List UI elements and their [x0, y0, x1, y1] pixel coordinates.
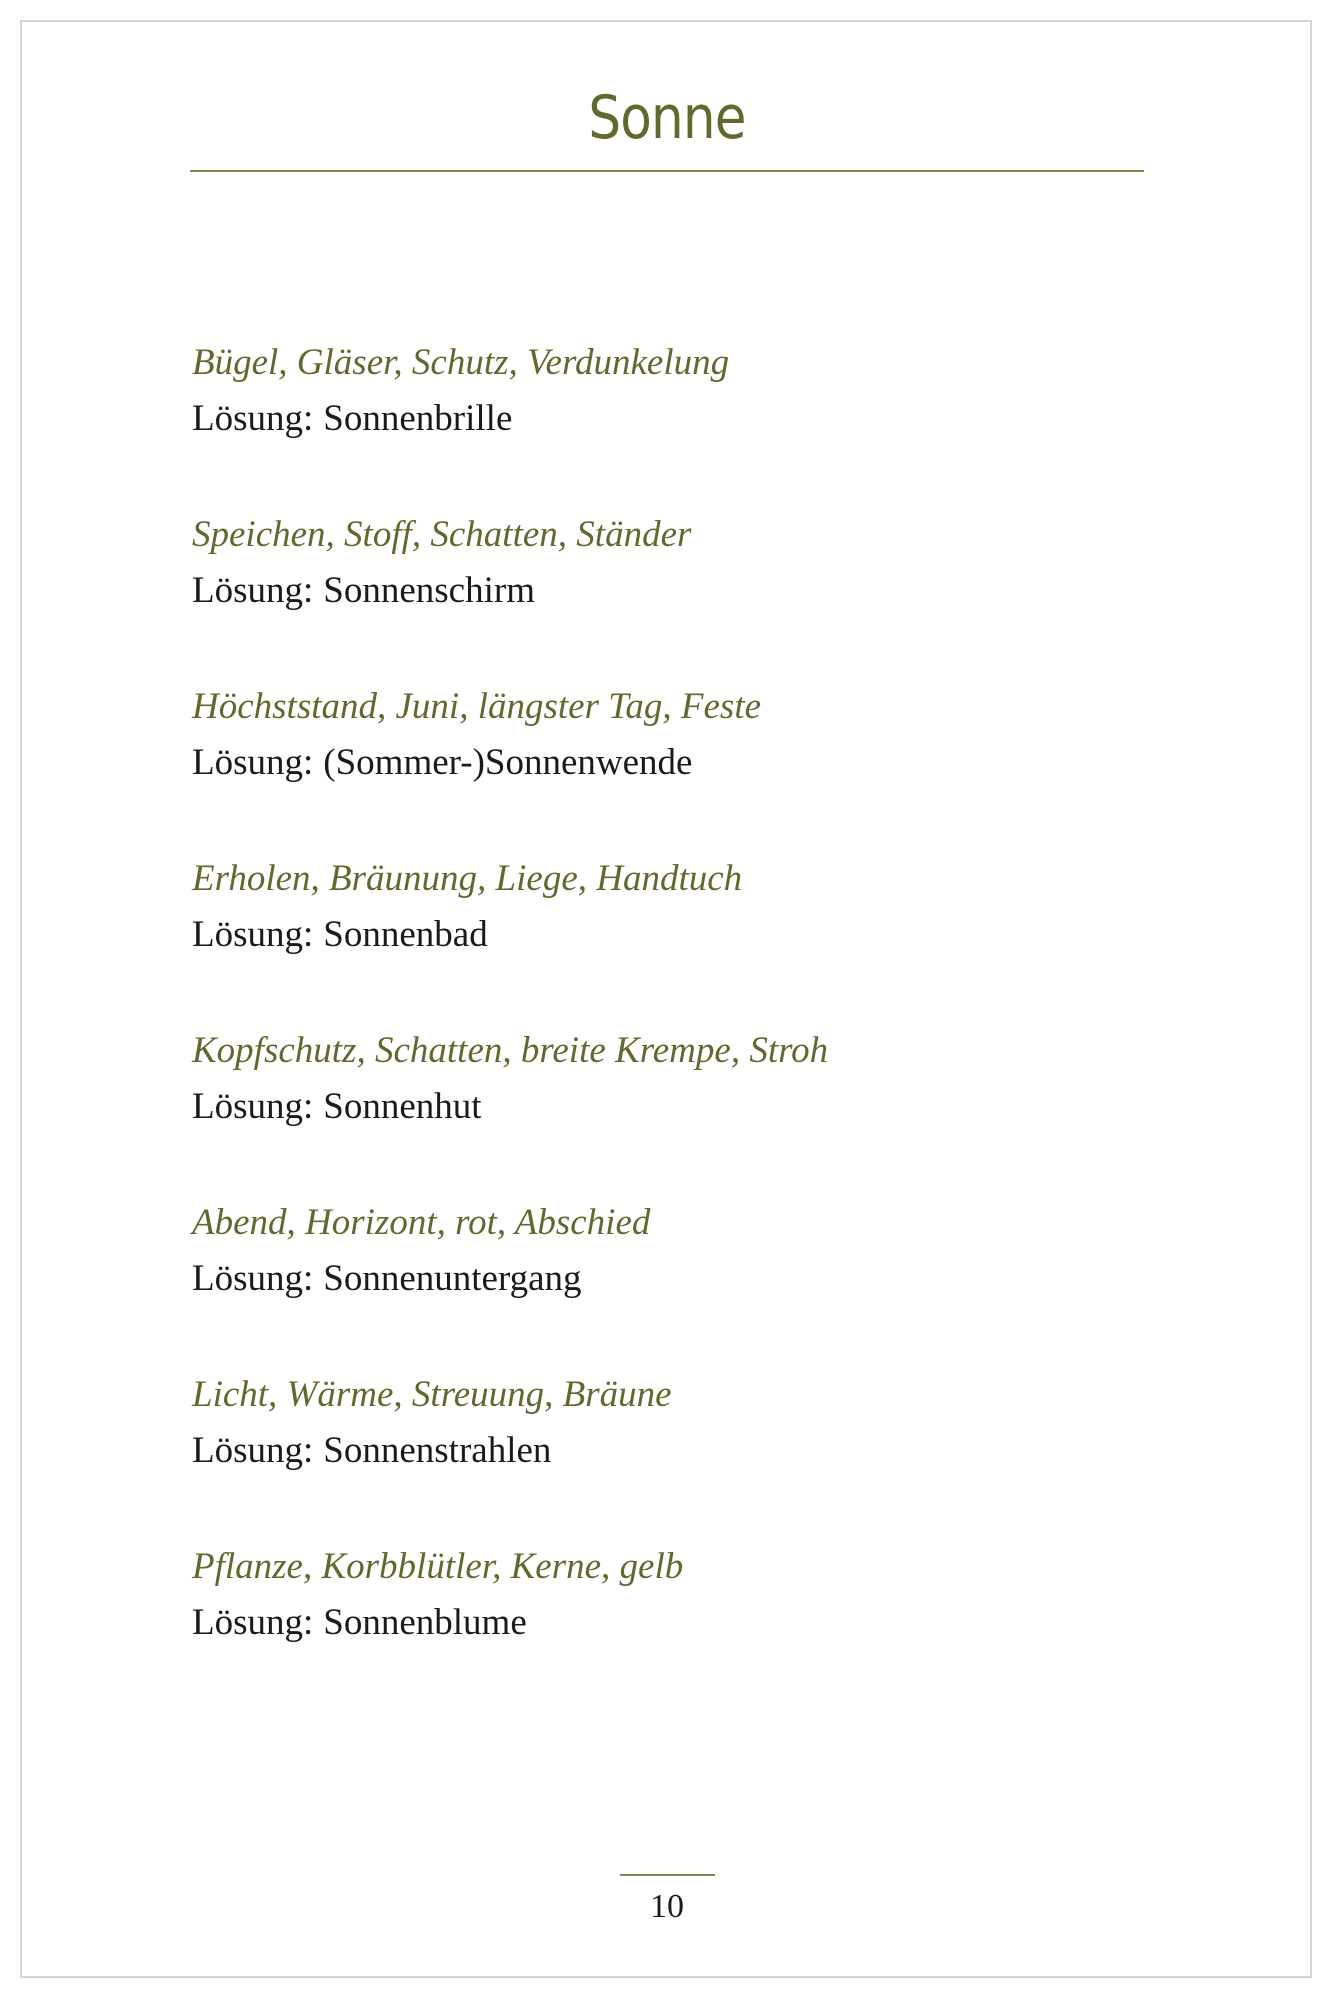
solution-text: Sonnenbrille [323, 398, 513, 439]
riddle-solution [192, 563, 1142, 619]
solution-label: Lösung: [192, 1258, 314, 1299]
title-divider [190, 170, 1144, 172]
riddle-solution [192, 907, 1142, 963]
riddle-solution [192, 1595, 1142, 1651]
page-number: 10 [650, 1888, 684, 1925]
riddle-entry [192, 1195, 1142, 1367]
riddle-entry [192, 1539, 1142, 1711]
riddle-clue: Kopfschutz, Schatten, breite Krempe, Stroh [192, 1030, 829, 1071]
solution-text: Sonnenbad [323, 914, 488, 955]
riddle-clue: Abend, Horizont, rot, Abschied [192, 1202, 651, 1243]
solution-label: Lösung: [192, 1430, 314, 1471]
riddle-clue: Bügel, Gläser, Schutz, Verdunkelung [192, 342, 730, 383]
riddle-solution [192, 1423, 1142, 1479]
solution-text: Sonnenblume [323, 1602, 527, 1643]
riddle-solution [192, 1079, 1142, 1135]
riddle-entry [192, 1367, 1142, 1539]
solution-label: Lösung: [192, 742, 314, 783]
solution-text: Sonnenstrahlen [323, 1430, 552, 1471]
riddle-clue: Pflanze, Korbblütler, Kerne, gelb [192, 1546, 684, 1587]
riddle-solution [192, 1251, 1142, 1307]
riddle-entry [192, 335, 1142, 507]
riddle-entry [192, 679, 1142, 851]
riddle-entry [192, 507, 1142, 679]
riddle-solution [192, 735, 1142, 791]
solution-label: Lösung: [192, 570, 314, 611]
solution-text: Sonnenhut [323, 1086, 482, 1127]
riddle-clue: Licht, Wärme, Streuung, Bräune [192, 1374, 672, 1415]
riddle-entry [192, 1023, 1142, 1195]
page-title: Sonne [588, 83, 746, 153]
riddle-clue: Höchststand, Juni, längster Tag, Feste [192, 686, 762, 727]
solution-label: Lösung: [192, 1086, 314, 1127]
solution-text: Sonnenschirm [323, 570, 535, 611]
riddle-list [192, 335, 1142, 1711]
riddle-clue: Erholen, Bräunung, Liege, Handtuch [192, 858, 743, 899]
solution-label: Lösung: [192, 914, 314, 955]
riddle-clue: Speichen, Stoff, Schatten, Ständer [192, 514, 692, 555]
riddle-entry [192, 851, 1142, 1023]
footer-divider [620, 1874, 715, 1876]
solution-text: Sonnenuntergang [323, 1258, 582, 1299]
solution-label: Lösung: [192, 398, 314, 439]
solution-text: (Sommer-)Sonnenwende [323, 742, 693, 783]
riddle-solution [192, 391, 1142, 447]
solution-label: Lösung: [192, 1602, 314, 1643]
